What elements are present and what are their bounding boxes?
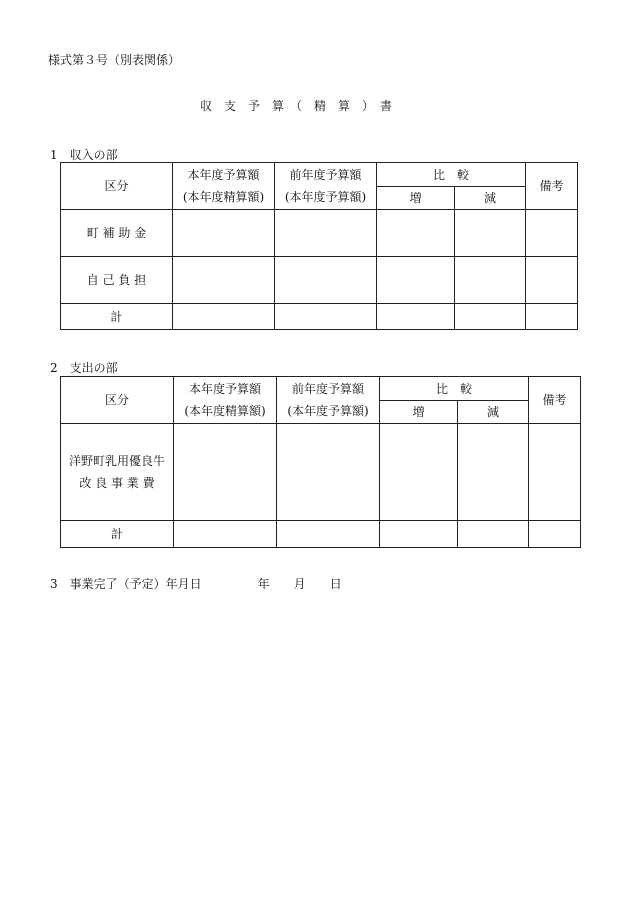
expense-table xyxy=(60,376,581,548)
cell-empty xyxy=(455,304,526,330)
cell-empty xyxy=(380,521,458,548)
row-label-total: 計 xyxy=(61,304,173,330)
comparison-header: 比 較 xyxy=(377,163,526,187)
income-section-heading: 1 収入の部 xyxy=(50,148,118,162)
cell-empty xyxy=(458,521,529,548)
year-label: 年 xyxy=(257,577,270,591)
category-header: 区分 xyxy=(61,377,174,424)
completion-date-line xyxy=(50,575,342,592)
row-label-self-burden: 自 己 負 担 xyxy=(61,257,173,304)
cell-empty xyxy=(455,257,526,304)
previous-budget-header: 前年度予算額 (本年度予算額) xyxy=(277,377,380,424)
cell-empty xyxy=(526,304,578,330)
remarks-header: 備考 xyxy=(529,377,581,424)
expense-section-heading: 2 支出の部 xyxy=(50,361,118,375)
cell-empty xyxy=(277,521,380,548)
row-label-total: 計 xyxy=(61,521,174,548)
row-label-subsidy: 町 補 助 金 xyxy=(61,210,173,257)
cell-empty xyxy=(174,424,277,521)
cell-empty xyxy=(174,521,277,548)
cell-empty xyxy=(377,304,455,330)
cell-empty xyxy=(275,257,377,304)
remarks-header: 備考 xyxy=(526,163,578,210)
income-table xyxy=(60,162,578,330)
category-header: 区分 xyxy=(61,163,173,210)
cell-empty xyxy=(455,210,526,257)
increase-header: 増 xyxy=(377,187,455,210)
document-title: 収 支 予 算 （ 精 算 ） 書 xyxy=(200,99,393,113)
cell-empty xyxy=(526,257,578,304)
day-label: 日 xyxy=(329,577,342,591)
cell-empty xyxy=(275,304,377,330)
cell-empty xyxy=(173,210,275,257)
current-budget-header: 本年度予算額 (本年度精算額) xyxy=(174,377,277,424)
form-number: 様式第３号（別表関係） xyxy=(48,53,181,67)
current-budget-header: 本年度予算額 (本年度精算額) xyxy=(173,163,275,210)
cell-empty xyxy=(380,424,458,521)
completion-label: 3 事業完了（予定）年月日 xyxy=(50,577,202,591)
cell-empty xyxy=(173,304,275,330)
cell-empty xyxy=(529,521,581,548)
cell-empty xyxy=(377,257,455,304)
cell-empty xyxy=(275,210,377,257)
comparison-header: 比 較 xyxy=(380,377,529,401)
month-label: 月 xyxy=(293,577,306,591)
cell-empty xyxy=(173,257,275,304)
row-label-improvement-project: 洋野町乳用優良牛 改 良 事 業 費 xyxy=(61,424,174,521)
cell-empty xyxy=(277,424,380,521)
increase-header: 増 xyxy=(380,401,458,424)
decrease-header: 減 xyxy=(455,187,526,210)
decrease-header: 減 xyxy=(458,401,529,424)
cell-empty xyxy=(377,210,455,257)
cell-empty xyxy=(458,424,529,521)
cell-empty xyxy=(526,210,578,257)
previous-budget-header: 前年度予算額 (本年度予算額) xyxy=(275,163,377,210)
cell-empty xyxy=(529,424,581,521)
